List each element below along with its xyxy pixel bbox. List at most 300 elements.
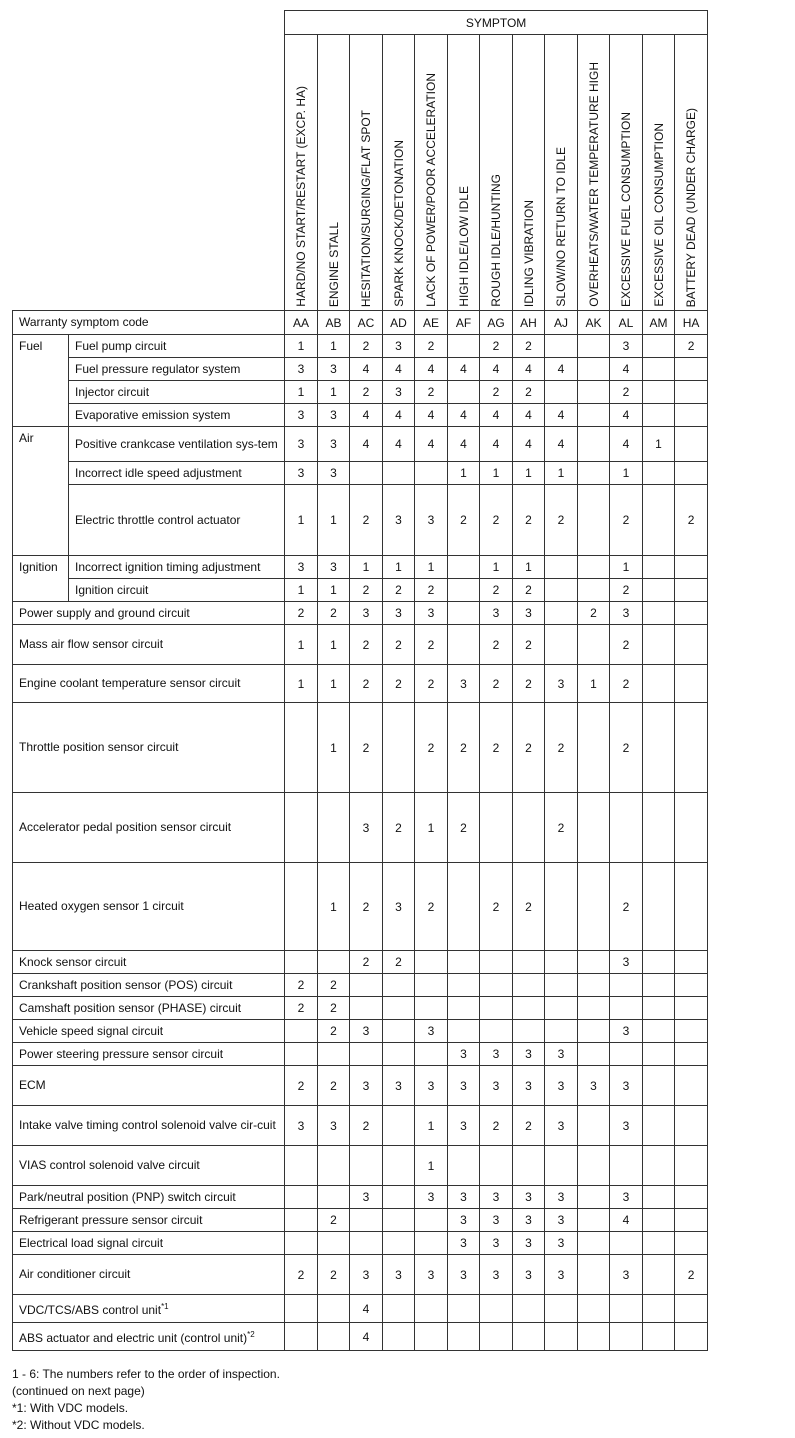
priority-cell: 2 <box>285 1066 318 1106</box>
row-label-text: Intake valve timing control solenoid valve cir-cuit <box>19 1118 276 1132</box>
row-label <box>13 793 285 863</box>
priority-cell <box>415 974 448 997</box>
priority-cell: 3 <box>415 602 448 625</box>
symptom-code: AJ <box>545 311 578 335</box>
priority-cell <box>610 1232 643 1255</box>
priority-cell <box>383 1146 415 1186</box>
priority-cell: 2 <box>318 602 350 625</box>
priority-cell <box>448 863 480 951</box>
priority-cell <box>415 997 448 1020</box>
priority-cell <box>448 1020 480 1043</box>
priority-cell: 2 <box>448 703 480 793</box>
priority-cell <box>610 1043 643 1066</box>
priority-cell: 3 <box>448 1066 480 1106</box>
row-label-text: Throttle position sensor circuit <box>19 740 179 754</box>
priority-cell <box>578 358 610 381</box>
priority-cell: 3 <box>513 602 545 625</box>
row-label-text: Crankshaft position sensor (POS) circuit <box>19 977 233 992</box>
table-row <box>13 974 708 997</box>
priority-cell <box>578 951 610 974</box>
priority-cell <box>643 665 675 703</box>
priority-cell: 3 <box>350 1255 383 1295</box>
symptom-code: AL <box>610 311 643 335</box>
symptom-name: HARD/NO START/RESTART (EXCP. HA) <box>294 86 308 307</box>
priority-cell <box>545 602 578 625</box>
footnotes <box>12 1366 280 1434</box>
priority-cell <box>285 1043 318 1066</box>
priority-cell: 3 <box>415 1066 448 1106</box>
priority-cell: 3 <box>285 404 318 427</box>
priority-cell: 1 <box>643 427 675 462</box>
priority-cell: 2 <box>513 335 545 358</box>
table-row <box>13 1295 708 1323</box>
symptom-code: AE <box>415 311 448 335</box>
priority-cell <box>675 974 708 997</box>
priority-cell: 2 <box>513 625 545 665</box>
priority-cell <box>545 1146 578 1186</box>
priority-cell: 3 <box>448 1232 480 1255</box>
priority-cell <box>643 1043 675 1066</box>
priority-cell <box>578 997 610 1020</box>
symptom-code: AD <box>383 311 415 335</box>
table-row <box>13 1232 708 1255</box>
priority-cell: 1 <box>318 703 350 793</box>
priority-cell: 3 <box>285 556 318 579</box>
priority-cell: 2 <box>285 974 318 997</box>
row-label <box>13 863 285 951</box>
priority-cell <box>318 1295 350 1323</box>
priority-cell <box>643 951 675 974</box>
priority-cell <box>578 579 610 602</box>
row-label-text: Electrical load signal circuit <box>19 1235 164 1250</box>
priority-cell: 4 <box>415 358 448 381</box>
row-label <box>69 381 285 404</box>
symptom-column-header <box>415 35 448 311</box>
priority-cell: 1 <box>480 462 513 485</box>
priority-cell <box>643 863 675 951</box>
priority-cell: 4 <box>610 427 643 462</box>
priority-cell: 2 <box>480 485 513 556</box>
priority-cell: 2 <box>350 1106 383 1146</box>
row-label-text: Incorrect ignition timing adjustment <box>75 559 261 574</box>
row-label-text: Camshaft position sensor (PHASE) circuit <box>19 1000 242 1015</box>
priority-cell <box>513 1020 545 1043</box>
priority-cell: 3 <box>448 1186 480 1209</box>
row-label <box>13 665 285 703</box>
symptom-column-header <box>350 35 383 311</box>
table-row <box>13 1323 708 1351</box>
row-label <box>13 1255 285 1295</box>
row-label <box>13 703 285 793</box>
priority-cell <box>480 951 513 974</box>
row-label-text: Electric throttle control actuator <box>75 512 241 527</box>
table-row <box>13 358 708 381</box>
priority-cell <box>480 1146 513 1186</box>
priority-cell <box>415 1209 448 1232</box>
priority-cell <box>545 381 578 404</box>
priority-cell: 3 <box>513 1186 545 1209</box>
symptom-name: EXCESSIVE OIL CONSUMPTION <box>651 123 666 307</box>
priority-cell: 2 <box>415 863 448 951</box>
priority-cell: 3 <box>610 335 643 358</box>
priority-cell: 1 <box>285 625 318 665</box>
priority-cell <box>545 974 578 997</box>
priority-cell <box>578 1209 610 1232</box>
symptom-code: AM <box>643 311 675 335</box>
priority-cell <box>675 1232 708 1255</box>
priority-cell: 3 <box>545 1043 578 1066</box>
table-row <box>13 556 708 579</box>
priority-cell <box>643 602 675 625</box>
priority-cell <box>578 625 610 665</box>
priority-cell: 2 <box>350 485 383 556</box>
priority-cell <box>643 485 675 556</box>
priority-cell: 3 <box>545 1232 578 1255</box>
priority-cell <box>643 381 675 404</box>
priority-cell: 4 <box>513 358 545 381</box>
priority-cell <box>675 1043 708 1066</box>
row-label-text: Ignition circuit <box>75 582 149 597</box>
priority-cell <box>318 793 350 863</box>
table-row <box>13 997 708 1020</box>
priority-cell <box>285 1232 318 1255</box>
priority-cell: 2 <box>285 997 318 1020</box>
priority-cell: 3 <box>513 1209 545 1232</box>
priority-cell <box>480 1323 513 1351</box>
priority-cell <box>513 951 545 974</box>
priority-cell <box>643 1255 675 1295</box>
row-label-text: Engine coolant temperature sensor circuit <box>19 676 241 690</box>
priority-cell: 2 <box>415 381 448 404</box>
priority-cell: 4 <box>545 358 578 381</box>
priority-cell: 4 <box>480 427 513 462</box>
priority-cell <box>448 1295 480 1323</box>
priority-cell <box>578 1232 610 1255</box>
table-row <box>13 335 708 358</box>
priority-cell: 1 <box>285 485 318 556</box>
priority-cell: 1 <box>480 556 513 579</box>
priority-cell <box>383 1186 415 1209</box>
row-label-text: Accelerator pedal position sensor circuit <box>19 820 232 834</box>
table-row <box>13 1146 708 1186</box>
priority-cell <box>610 793 643 863</box>
warranty-code-row <box>13 311 708 335</box>
priority-cell <box>318 1043 350 1066</box>
priority-cell <box>383 974 415 997</box>
priority-cell <box>448 335 480 358</box>
priority-cell <box>350 1043 383 1066</box>
priority-cell: 4 <box>480 358 513 381</box>
priority-cell: 2 <box>350 703 383 793</box>
priority-cell <box>675 863 708 951</box>
row-label <box>69 556 285 579</box>
row-label <box>13 997 285 1020</box>
priority-cell: 4 <box>513 404 545 427</box>
priority-cell: 2 <box>513 381 545 404</box>
priority-cell: 3 <box>610 602 643 625</box>
priority-cell: 2 <box>610 665 643 703</box>
row-label <box>13 1066 285 1106</box>
priority-cell <box>610 1323 643 1351</box>
priority-cell <box>383 1043 415 1066</box>
row-label-text: Mass air flow sensor circuit <box>19 637 164 651</box>
priority-cell <box>480 997 513 1020</box>
symptom-name: HIGH IDLE/LOW IDLE <box>456 186 471 307</box>
priority-cell: 1 <box>285 665 318 703</box>
priority-cell <box>643 579 675 602</box>
priority-cell: 2 <box>383 665 415 703</box>
priority-cell: 2 <box>415 625 448 665</box>
priority-cell <box>578 793 610 863</box>
priority-cell <box>675 381 708 404</box>
row-label <box>13 1323 285 1351</box>
row-label-text: Positive crankcase ventilation sys-tem <box>75 436 278 451</box>
symptom-code: AA <box>285 311 318 335</box>
priority-cell: 1 <box>415 793 448 863</box>
row-label <box>69 579 285 602</box>
row-label <box>69 335 285 358</box>
priority-cell: 3 <box>480 1255 513 1295</box>
priority-cell <box>578 1146 610 1186</box>
row-label-text: Heated oxygen sensor 1 circuit <box>19 899 184 913</box>
priority-cell <box>448 602 480 625</box>
symptom-code: HA <box>675 311 708 335</box>
priority-cell: 2 <box>480 381 513 404</box>
row-label <box>13 1186 285 1209</box>
priority-cell <box>383 1020 415 1043</box>
priority-cell <box>578 485 610 556</box>
priority-cell: 2 <box>480 703 513 793</box>
table-row <box>13 863 708 951</box>
priority-cell: 2 <box>448 793 480 863</box>
priority-cell <box>578 462 610 485</box>
row-label <box>13 1020 285 1043</box>
priority-cell: 3 <box>513 1232 545 1255</box>
priority-cell: 3 <box>513 1066 545 1106</box>
priority-cell: 3 <box>415 1020 448 1043</box>
priority-cell: 2 <box>415 665 448 703</box>
group-label-air: Air <box>13 427 69 556</box>
priority-cell: 4 <box>350 358 383 381</box>
symptom-header: SYMPTOM <box>285 11 708 35</box>
priority-cell <box>675 1209 708 1232</box>
priority-cell <box>643 404 675 427</box>
priority-cell: 1 <box>513 556 545 579</box>
priority-cell: 3 <box>318 556 350 579</box>
priority-cell <box>285 1186 318 1209</box>
priority-cell: 2 <box>415 703 448 793</box>
table-row <box>13 427 708 462</box>
priority-cell <box>448 556 480 579</box>
symptom-name: ENGINE STALL <box>326 221 341 307</box>
priority-cell: 3 <box>513 1255 545 1295</box>
priority-cell: 1 <box>578 665 610 703</box>
priority-cell <box>480 1295 513 1323</box>
priority-cell: 2 <box>578 602 610 625</box>
priority-cell: 4 <box>383 404 415 427</box>
priority-cell: 3 <box>480 1232 513 1255</box>
priority-cell <box>318 1323 350 1351</box>
priority-cell <box>643 462 675 485</box>
priority-cell <box>578 1255 610 1295</box>
row-label-text: VDC/TCS/ABS control unit <box>19 1303 162 1317</box>
symptom-column-header <box>643 35 675 311</box>
row-label-text: Injector circuit <box>75 384 150 399</box>
row-label <box>13 1232 285 1255</box>
priority-cell: 1 <box>415 1146 448 1186</box>
priority-cell <box>318 1186 350 1209</box>
priority-cell <box>675 1020 708 1043</box>
symptom-code: AC <box>350 311 383 335</box>
priority-cell: 3 <box>448 1209 480 1232</box>
priority-cell: 4 <box>415 427 448 462</box>
priority-cell <box>675 703 708 793</box>
priority-cell <box>415 1043 448 1066</box>
footnote-continued: (continued on next page) <box>12 1384 145 1398</box>
group-label-fuel: Fuel <box>13 335 69 427</box>
priority-cell: 4 <box>350 404 383 427</box>
priority-cell <box>285 703 318 793</box>
priority-cell: 3 <box>383 863 415 951</box>
priority-cell: 3 <box>383 335 415 358</box>
row-label <box>13 1146 285 1186</box>
priority-cell: 3 <box>545 1209 578 1232</box>
row-label-text: Fuel pump circuit <box>75 338 167 353</box>
priority-cell: 1 <box>610 462 643 485</box>
priority-cell: 1 <box>318 863 350 951</box>
header-row <box>13 11 708 35</box>
priority-cell: 2 <box>513 703 545 793</box>
row-label <box>13 951 285 974</box>
priority-cell: 4 <box>480 404 513 427</box>
priority-cell <box>513 1146 545 1186</box>
priority-cell: 2 <box>610 485 643 556</box>
symptom-name: IDLING VIBRATION <box>521 199 536 307</box>
priority-cell <box>545 579 578 602</box>
table-row <box>13 793 708 863</box>
priority-cell: 1 <box>350 556 383 579</box>
symptom-name: OVERHEATS/WATER TEMPERATURE HIGH <box>586 62 601 307</box>
priority-cell <box>545 997 578 1020</box>
priority-cell <box>675 556 708 579</box>
priority-cell: 2 <box>318 1209 350 1232</box>
priority-cell <box>285 1146 318 1186</box>
priority-cell <box>448 997 480 1020</box>
priority-cell: 3 <box>383 381 415 404</box>
symptom-code: AB <box>318 311 350 335</box>
priority-cell <box>675 1146 708 1186</box>
row-label <box>69 404 285 427</box>
priority-cell: 3 <box>610 1186 643 1209</box>
priority-cell <box>448 1323 480 1351</box>
priority-cell <box>675 1106 708 1146</box>
priority-cell: 2 <box>318 1066 350 1106</box>
priority-cell: 3 <box>318 427 350 462</box>
symptom-name: ROUGH IDLE/HUNTING <box>489 174 503 307</box>
priority-cell <box>318 1146 350 1186</box>
symptom-code: AH <box>513 311 545 335</box>
priority-cell: 4 <box>610 404 643 427</box>
priority-cell: 3 <box>610 1066 643 1106</box>
symptom-code: AG <box>480 311 513 335</box>
priority-cell: 2 <box>610 703 643 793</box>
table-row <box>13 381 708 404</box>
priority-cell <box>578 556 610 579</box>
priority-cell: 4 <box>350 1323 383 1351</box>
priority-cell <box>675 1323 708 1351</box>
priority-cell: 1 <box>285 381 318 404</box>
priority-cell: 3 <box>610 951 643 974</box>
priority-cell: 2 <box>415 579 448 602</box>
priority-cell <box>513 1323 545 1351</box>
symptom-column-header <box>545 35 578 311</box>
priority-cell: 4 <box>513 427 545 462</box>
table-row <box>13 1066 708 1106</box>
priority-cell: 2 <box>383 579 415 602</box>
symptom-name: SLOW/NO RETURN TO IDLE <box>554 147 568 307</box>
priority-cell: 3 <box>480 1066 513 1106</box>
priority-cell: 3 <box>415 1255 448 1295</box>
table-row <box>13 579 708 602</box>
row-label <box>69 427 285 462</box>
priority-cell: 2 <box>318 974 350 997</box>
priority-cell <box>545 556 578 579</box>
priority-cell: 4 <box>383 427 415 462</box>
priority-cell <box>675 951 708 974</box>
priority-cell <box>448 951 480 974</box>
warranty-label: Warranty symptom code <box>13 311 285 335</box>
priority-cell: 3 <box>415 1186 448 1209</box>
priority-cell <box>448 381 480 404</box>
priority-cell: 4 <box>448 404 480 427</box>
row-label-text: Park/neutral position (PNP) switch circuit <box>19 1189 236 1204</box>
row-label <box>13 1209 285 1232</box>
priority-cell <box>578 1020 610 1043</box>
priority-cell <box>513 1295 545 1323</box>
row-label-text: Power steering pressure sensor circuit <box>19 1046 224 1061</box>
priority-cell <box>675 793 708 863</box>
priority-cell <box>545 335 578 358</box>
priority-cell <box>383 462 415 485</box>
priority-cell <box>675 462 708 485</box>
priority-cell: 3 <box>383 602 415 625</box>
priority-cell: 2 <box>318 997 350 1020</box>
priority-cell: 2 <box>350 625 383 665</box>
table-row <box>13 1106 708 1146</box>
priority-cell: 4 <box>448 358 480 381</box>
priority-cell: 2 <box>318 1020 350 1043</box>
priority-cell: 1 <box>318 485 350 556</box>
priority-cell: 3 <box>610 1106 643 1146</box>
priority-cell: 2 <box>350 951 383 974</box>
priority-cell <box>643 997 675 1020</box>
priority-cell: 3 <box>610 1255 643 1295</box>
symptom-name: LACK OF POWER/POOR ACCELERATION <box>424 73 438 307</box>
priority-cell <box>415 1232 448 1255</box>
priority-cell <box>448 1146 480 1186</box>
priority-cell: 2 <box>675 335 708 358</box>
priority-cell: 1 <box>610 556 643 579</box>
priority-cell <box>350 997 383 1020</box>
priority-cell <box>545 951 578 974</box>
priority-cell <box>643 1106 675 1146</box>
priority-cell: 2 <box>480 335 513 358</box>
priority-cell <box>383 1209 415 1232</box>
priority-cell <box>415 1323 448 1351</box>
footnote-no-vdc: *2: Without VDC models. <box>12 1418 145 1432</box>
priority-cell: 2 <box>383 793 415 863</box>
priority-cell: 4 <box>610 1209 643 1232</box>
